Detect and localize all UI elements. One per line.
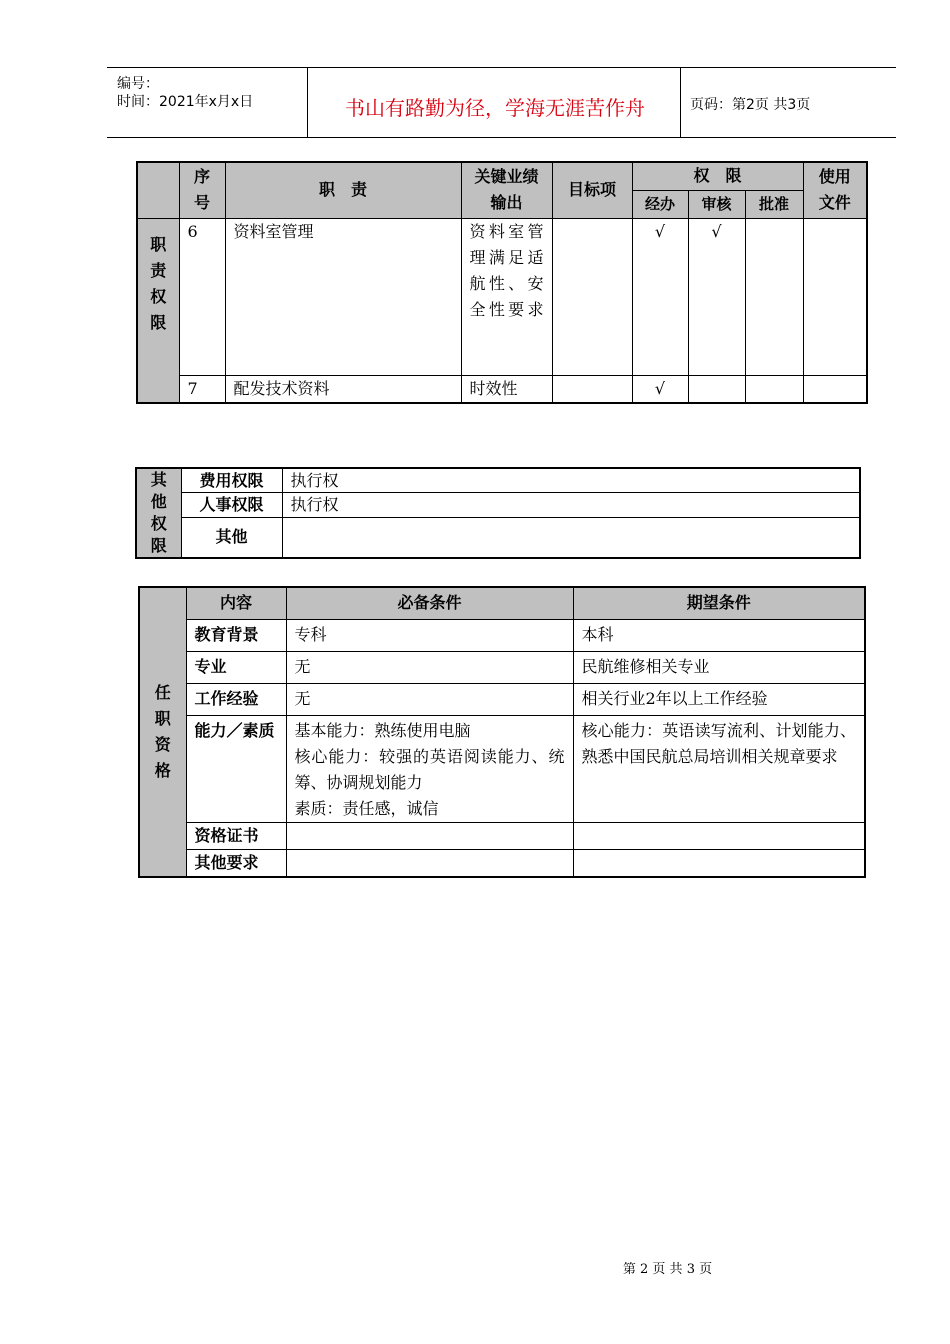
qualification-required: 专科 <box>286 619 573 651</box>
duty-seq-cell: 6 <box>179 218 225 375</box>
qualifications-section-label: 任职资格 <box>139 587 186 877</box>
duties-corner-cell <box>137 162 179 218</box>
duty-approve-cell <box>745 375 803 403</box>
qualification-label: 资格证书 <box>186 822 286 849</box>
review-header: 审核 <box>688 190 745 218</box>
qualification-required: 无 <box>286 683 573 715</box>
qualification-expected: 民航维修相关专业 <box>573 651 865 683</box>
header-divider <box>680 68 681 137</box>
approve-header: 批准 <box>745 190 803 218</box>
qualification-required: 基本能力：熟练使用电脑 核心能力：较强的英语阅读能力、统筹、协调规划能力 素质：责任感，诚信 <box>286 715 573 822</box>
duty-review-cell: √ <box>688 218 745 375</box>
other-authority-label: 费用权限 <box>181 468 282 493</box>
qualifications-table <box>138 586 866 878</box>
qualification-required <box>286 849 573 877</box>
duties-table <box>136 161 868 404</box>
other-authority-value <box>282 517 860 558</box>
qualification-expected <box>573 849 865 877</box>
other-authority-value: 执行权 <box>282 493 860 518</box>
duty-handle-cell: √ <box>632 218 688 375</box>
required-header: 必备条件 <box>286 587 573 619</box>
seq-header: 序号 <box>179 162 225 218</box>
qualification-label: 能力／素质 <box>186 715 286 822</box>
duty-kpi-cell: 时效性 <box>461 375 552 403</box>
duty-header: 职 责 <box>225 162 461 218</box>
duty-docs-cell <box>803 218 867 375</box>
page-header <box>107 67 896 138</box>
handle-header: 经办 <box>632 190 688 218</box>
kpi-header: 关键业绩输出 <box>461 162 552 218</box>
qualification-label: 工作经验 <box>186 683 286 715</box>
header-motto: 书山有路勤为径，学海无涯苦作舟 <box>345 96 645 120</box>
qualification-label: 其他要求 <box>186 849 286 877</box>
duty-kpi-cell: 资料室管理满足适航性、安全性要求 <box>461 218 552 375</box>
header-divider <box>307 68 308 137</box>
qualification-required <box>286 822 573 849</box>
authority-header: 权 限 <box>632 162 803 190</box>
content-header: 内容 <box>186 587 286 619</box>
duties-section-label: 职责权限 <box>137 218 179 403</box>
duty-target-cell <box>552 375 632 403</box>
document-number: 编号： <box>117 76 159 92</box>
duty-name-cell: 资料室管理 <box>225 218 461 375</box>
expected-header: 期望条件 <box>573 587 865 619</box>
qualification-label: 教育背景 <box>186 619 286 651</box>
other-authority-section-label: 其他权限 <box>136 468 181 558</box>
docs-header: 使用文件 <box>803 162 867 218</box>
qualification-required: 无 <box>286 651 573 683</box>
qualification-label: 专业 <box>186 651 286 683</box>
page-footer: 第 2 页 共 3 页 <box>622 1262 713 1277</box>
qualification-expected: 核心能力：英语读写流利、计划能力、熟悉中国民航总局培训相关规章要求 <box>573 715 865 822</box>
duty-docs-cell <box>803 375 867 403</box>
other-authority-value: 执行权 <box>282 468 860 493</box>
qualification-expected <box>573 822 865 849</box>
duty-name-cell: 配发技术资料 <box>225 375 461 403</box>
qualification-expected: 本科 <box>573 619 865 651</box>
target-header: 目标项 <box>552 162 632 218</box>
other-authority-label: 其他 <box>181 517 282 558</box>
duty-approve-cell <box>745 218 803 375</box>
document-date: 时间：2021年x月x日 <box>117 94 254 110</box>
duty-seq-cell: 7 <box>179 375 225 403</box>
duty-target-cell <box>552 218 632 375</box>
duty-handle-cell: √ <box>632 375 688 403</box>
header-page-info: 页码：第2页 共3页 <box>690 97 811 113</box>
other-authority-table <box>135 467 861 559</box>
qualification-expected: 相关行业2年以上工作经验 <box>573 683 865 715</box>
other-authority-label: 人事权限 <box>181 493 282 518</box>
duty-review-cell <box>688 375 745 403</box>
